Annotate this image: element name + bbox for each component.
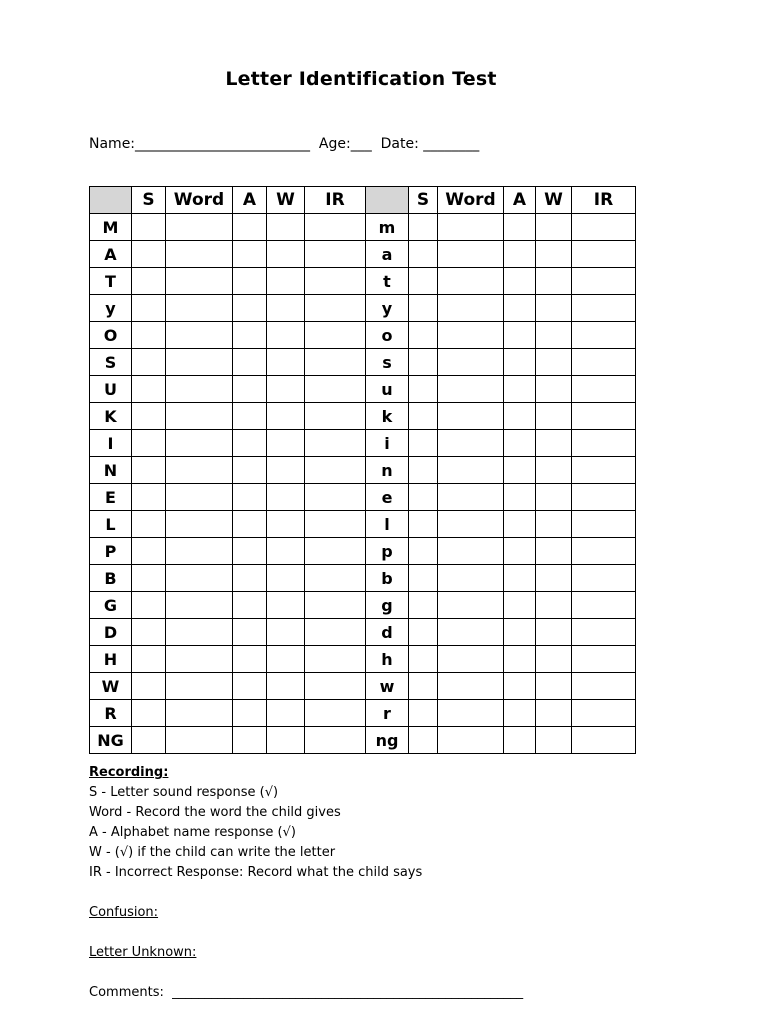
column-header-ir: IR [572, 187, 636, 214]
column-header-blank [366, 187, 409, 214]
response-cell[interactable] [132, 646, 166, 673]
response-cell[interactable] [233, 484, 267, 511]
uppercase-letter-cell: I [90, 430, 132, 457]
response-cell[interactable] [166, 457, 233, 484]
response-cell[interactable] [166, 268, 233, 295]
response-cell[interactable] [409, 295, 438, 322]
response-cell[interactable] [572, 727, 636, 754]
response-cell[interactable] [305, 673, 366, 700]
response-cell[interactable] [233, 322, 267, 349]
table-row [90, 673, 636, 700]
response-cell[interactable] [233, 457, 267, 484]
response-cell[interactable] [504, 214, 536, 241]
response-cell[interactable] [166, 592, 233, 619]
response-cell[interactable] [438, 214, 504, 241]
response-cell[interactable] [305, 538, 366, 565]
response-cell[interactable] [132, 349, 166, 376]
response-cell[interactable] [409, 403, 438, 430]
response-cell[interactable] [572, 403, 636, 430]
response-cell[interactable] [536, 322, 572, 349]
response-cell[interactable] [233, 727, 267, 754]
response-cell[interactable] [305, 241, 366, 268]
uppercase-letter-cell: U [90, 376, 132, 403]
uppercase-letter-cell: E [90, 484, 132, 511]
response-cell[interactable] [572, 457, 636, 484]
response-cell[interactable] [132, 295, 166, 322]
response-cell[interactable] [233, 403, 267, 430]
response-cell[interactable] [504, 484, 536, 511]
response-cell[interactable] [438, 403, 504, 430]
lowercase-letter-cell: d [366, 619, 409, 646]
response-cell[interactable] [233, 295, 267, 322]
table-row [90, 322, 636, 349]
uppercase-letter-cell: G [90, 592, 132, 619]
table-row [90, 214, 636, 241]
response-cell[interactable] [504, 403, 536, 430]
response-cell[interactable] [409, 484, 438, 511]
response-cell[interactable] [409, 322, 438, 349]
lowercase-letter-cell: y [366, 295, 409, 322]
response-cell[interactable] [132, 322, 166, 349]
response-cell[interactable] [504, 538, 536, 565]
response-cell[interactable] [409, 457, 438, 484]
response-cell[interactable] [267, 403, 305, 430]
response-cell[interactable] [132, 619, 166, 646]
lowercase-letter-cell: w [366, 673, 409, 700]
response-cell[interactable] [536, 646, 572, 673]
response-cell[interactable] [438, 673, 504, 700]
response-cell[interactable] [409, 592, 438, 619]
table-row [90, 430, 636, 457]
response-cell[interactable] [536, 241, 572, 268]
response-cell[interactable] [409, 511, 438, 538]
response-cell[interactable] [409, 673, 438, 700]
lowercase-letter-cell: t [366, 268, 409, 295]
lowercase-letter-cell: m [366, 214, 409, 241]
response-cell[interactable] [504, 376, 536, 403]
response-cell[interactable] [132, 484, 166, 511]
lowercase-letter-cell: b [366, 565, 409, 592]
response-cell[interactable] [438, 646, 504, 673]
uppercase-letter-cell: N [90, 457, 132, 484]
response-cell[interactable] [267, 268, 305, 295]
response-cell[interactable] [166, 700, 233, 727]
response-cell[interactable] [233, 592, 267, 619]
response-cell[interactable] [504, 349, 536, 376]
response-cell[interactable] [132, 592, 166, 619]
response-cell[interactable] [438, 565, 504, 592]
lowercase-letter-cell: ng [366, 727, 409, 754]
table-row [90, 538, 636, 565]
response-cell[interactable] [305, 700, 366, 727]
letter-unknown-label: Letter Unknown: [89, 945, 197, 960]
response-cell[interactable] [166, 619, 233, 646]
response-cell[interactable] [536, 673, 572, 700]
response-cell[interactable] [504, 565, 536, 592]
column-header-word: Word [166, 187, 233, 214]
response-cell[interactable] [504, 700, 536, 727]
response-cell[interactable] [132, 538, 166, 565]
response-cell[interactable] [305, 592, 366, 619]
table-row [90, 295, 636, 322]
response-cell[interactable] [132, 268, 166, 295]
response-cell[interactable] [267, 700, 305, 727]
page-title: Letter Identification Test [225, 68, 497, 90]
response-cell[interactable] [536, 214, 572, 241]
column-header-w: W [536, 187, 572, 214]
response-cell[interactable] [536, 457, 572, 484]
uppercase-letter-cell: M [90, 214, 132, 241]
response-cell[interactable] [305, 430, 366, 457]
response-cell[interactable] [132, 376, 166, 403]
table-row [90, 565, 636, 592]
response-cell[interactable] [572, 592, 636, 619]
response-cell[interactable] [267, 565, 305, 592]
response-cell[interactable] [409, 619, 438, 646]
response-cell[interactable] [132, 241, 166, 268]
response-cell[interactable] [438, 430, 504, 457]
response-cell[interactable] [438, 349, 504, 376]
response-cell[interactable] [572, 295, 636, 322]
lowercase-letter-cell: p [366, 538, 409, 565]
response-cell[interactable] [166, 484, 233, 511]
response-cell[interactable] [267, 349, 305, 376]
table-row [90, 484, 636, 511]
table-row [90, 592, 636, 619]
response-cell[interactable] [438, 322, 504, 349]
response-cell[interactable] [536, 295, 572, 322]
response-cell[interactable] [572, 349, 636, 376]
response-cell[interactable] [536, 376, 572, 403]
response-cell[interactable] [504, 295, 536, 322]
response-cell[interactable] [438, 727, 504, 754]
uppercase-letter-cell: W [90, 673, 132, 700]
response-cell[interactable] [267, 538, 305, 565]
response-cell[interactable] [233, 565, 267, 592]
response-cell[interactable] [166, 727, 233, 754]
response-cell[interactable] [267, 484, 305, 511]
response-cell[interactable] [536, 700, 572, 727]
response-cell[interactable] [305, 376, 366, 403]
response-cell[interactable] [409, 727, 438, 754]
lowercase-letter-cell: o [366, 322, 409, 349]
lowercase-letter-cell: a [366, 241, 409, 268]
response-cell[interactable] [233, 241, 267, 268]
uppercase-letter-cell: B [90, 565, 132, 592]
response-cell[interactable] [166, 646, 233, 673]
response-cell[interactable] [233, 430, 267, 457]
response-cell[interactable] [504, 673, 536, 700]
response-cell[interactable] [166, 538, 233, 565]
response-cell[interactable] [409, 565, 438, 592]
response-cell[interactable] [305, 349, 366, 376]
response-cell[interactable] [536, 619, 572, 646]
table-row [90, 619, 636, 646]
table-row [90, 403, 636, 430]
response-cell[interactable] [267, 214, 305, 241]
response-cell[interactable] [536, 592, 572, 619]
response-cell[interactable] [409, 349, 438, 376]
uppercase-letter-cell: H [90, 646, 132, 673]
response-cell[interactable] [305, 403, 366, 430]
response-cell[interactable] [572, 268, 636, 295]
response-cell[interactable] [504, 727, 536, 754]
column-header-blank [90, 187, 132, 214]
response-cell[interactable] [305, 619, 366, 646]
response-cell[interactable] [572, 511, 636, 538]
response-cell[interactable] [504, 646, 536, 673]
response-cell[interactable] [132, 673, 166, 700]
response-cell[interactable] [233, 538, 267, 565]
lowercase-letter-cell: g [366, 592, 409, 619]
response-cell[interactable] [305, 268, 366, 295]
response-cell[interactable] [233, 511, 267, 538]
response-cell[interactable] [166, 349, 233, 376]
response-cell[interactable] [536, 349, 572, 376]
response-cell[interactable] [166, 673, 233, 700]
response-cell[interactable] [166, 295, 233, 322]
response-cell[interactable] [438, 295, 504, 322]
response-cell[interactable] [572, 619, 636, 646]
response-cell[interactable] [166, 511, 233, 538]
response-cell[interactable] [572, 214, 636, 241]
response-cell[interactable] [132, 511, 166, 538]
response-cell[interactable] [438, 592, 504, 619]
response-cell[interactable] [438, 457, 504, 484]
response-cell[interactable] [536, 430, 572, 457]
response-cell[interactable] [233, 673, 267, 700]
response-cell[interactable] [305, 646, 366, 673]
table-header-row [90, 187, 636, 214]
uppercase-letter-cell: P [90, 538, 132, 565]
uppercase-letter-cell: y [90, 295, 132, 322]
response-cell[interactable] [233, 349, 267, 376]
table-row [90, 511, 636, 538]
response-cell[interactable] [267, 592, 305, 619]
response-cell[interactable] [536, 268, 572, 295]
response-cell[interactable] [267, 619, 305, 646]
response-cell[interactable] [572, 484, 636, 511]
response-cell[interactable] [438, 619, 504, 646]
uppercase-letter-cell: S [90, 349, 132, 376]
response-cell[interactable] [409, 430, 438, 457]
response-cell[interactable] [536, 511, 572, 538]
response-cell[interactable] [438, 268, 504, 295]
recording-line: A - Alphabet name response (√) [89, 825, 296, 840]
response-cell[interactable] [438, 511, 504, 538]
response-cell[interactable] [166, 376, 233, 403]
table-row [90, 700, 636, 727]
response-cell[interactable] [305, 727, 366, 754]
response-cell[interactable] [233, 646, 267, 673]
response-cell[interactable] [536, 565, 572, 592]
response-cell[interactable] [166, 430, 233, 457]
lowercase-letter-cell: e [366, 484, 409, 511]
response-cell[interactable] [504, 241, 536, 268]
table-row [90, 268, 636, 295]
response-cell[interactable] [438, 538, 504, 565]
response-cell[interactable] [438, 700, 504, 727]
response-cell[interactable] [409, 646, 438, 673]
column-header-word: Word [438, 187, 504, 214]
response-cell[interactable] [504, 511, 536, 538]
response-cell[interactable] [132, 430, 166, 457]
response-cell[interactable] [132, 403, 166, 430]
lowercase-letter-cell: u [366, 376, 409, 403]
column-header-s: S [409, 187, 438, 214]
recording-line: IR - Incorrect Response: Record what the child says [89, 865, 423, 880]
response-cell[interactable] [166, 214, 233, 241]
column-header-a: A [504, 187, 536, 214]
comments-line: Comments: ______________________________________________________ [89, 985, 524, 1000]
response-cell[interactable] [572, 241, 636, 268]
response-cell[interactable] [166, 241, 233, 268]
response-cell[interactable] [166, 322, 233, 349]
uppercase-letter-cell: D [90, 619, 132, 646]
uppercase-letter-cell: L [90, 511, 132, 538]
response-cell[interactable] [536, 484, 572, 511]
response-cell[interactable] [267, 376, 305, 403]
response-cell[interactable] [166, 565, 233, 592]
response-cell[interactable] [409, 214, 438, 241]
response-cell[interactable] [504, 268, 536, 295]
recording-line: S - Letter sound response (√) [89, 785, 279, 800]
response-cell[interactable] [233, 214, 267, 241]
response-cell[interactable] [438, 241, 504, 268]
response-cell[interactable] [305, 214, 366, 241]
uppercase-letter-cell: T [90, 268, 132, 295]
recording-heading: Recording: [89, 765, 169, 780]
response-cell[interactable] [409, 268, 438, 295]
response-cell[interactable] [572, 376, 636, 403]
response-cell[interactable] [504, 430, 536, 457]
response-cell[interactable] [438, 484, 504, 511]
column-header-ir: IR [305, 187, 366, 214]
response-cell[interactable] [504, 457, 536, 484]
response-cell[interactable] [409, 376, 438, 403]
response-cell[interactable] [504, 592, 536, 619]
response-cell[interactable] [305, 511, 366, 538]
confusion-label: Confusion: [89, 905, 159, 920]
response-cell[interactable] [536, 538, 572, 565]
letter-table [89, 186, 636, 754]
response-cell[interactable] [267, 295, 305, 322]
column-header-w: W [267, 187, 305, 214]
column-header-s: S [132, 187, 166, 214]
response-cell[interactable] [132, 700, 166, 727]
response-cell[interactable] [132, 565, 166, 592]
uppercase-letter-cell: A [90, 241, 132, 268]
response-cell[interactable] [305, 322, 366, 349]
response-cell[interactable] [572, 673, 636, 700]
response-cell[interactable] [409, 700, 438, 727]
response-cell[interactable] [504, 322, 536, 349]
response-cell[interactable] [132, 727, 166, 754]
response-cell[interactable] [267, 322, 305, 349]
response-cell[interactable] [305, 457, 366, 484]
response-cell[interactable] [572, 322, 636, 349]
response-cell[interactable] [572, 700, 636, 727]
table-row [90, 241, 636, 268]
table-row [90, 646, 636, 673]
response-cell[interactable] [267, 241, 305, 268]
table-row [90, 349, 636, 376]
response-cell[interactable] [305, 484, 366, 511]
response-cell[interactable] [267, 646, 305, 673]
response-cell[interactable] [409, 241, 438, 268]
uppercase-letter-cell: R [90, 700, 132, 727]
table-row [90, 727, 636, 754]
response-cell[interactable] [233, 619, 267, 646]
response-cell[interactable] [572, 646, 636, 673]
response-cell[interactable] [267, 727, 305, 754]
response-cell[interactable] [267, 457, 305, 484]
recording-line: W - (√) if the child can write the letter [89, 845, 336, 860]
table-row [90, 457, 636, 484]
response-cell[interactable] [572, 430, 636, 457]
response-cell[interactable] [572, 565, 636, 592]
response-cell[interactable] [438, 376, 504, 403]
response-cell[interactable] [132, 214, 166, 241]
table-row [90, 376, 636, 403]
response-cell[interactable] [536, 727, 572, 754]
uppercase-letter-cell: K [90, 403, 132, 430]
uppercase-letter-cell: NG [90, 727, 132, 754]
lowercase-letter-cell: l [366, 511, 409, 538]
response-cell[interactable] [233, 700, 267, 727]
response-cell[interactable] [166, 403, 233, 430]
lowercase-letter-cell: i [366, 430, 409, 457]
response-cell[interactable] [233, 268, 267, 295]
response-cell[interactable] [305, 295, 366, 322]
response-cell[interactable] [572, 538, 636, 565]
response-cell[interactable] [504, 619, 536, 646]
uppercase-letter-cell: O [90, 322, 132, 349]
lowercase-letter-cell: r [366, 700, 409, 727]
recording-line: Word - Record the word the child gives [89, 805, 341, 820]
response-cell[interactable] [305, 565, 366, 592]
notes-section [89, 763, 523, 1003]
student-info-line: Name:_________________________ Age:___ Date: ________ [89, 136, 480, 152]
response-cell[interactable] [267, 511, 305, 538]
lowercase-letter-cell: n [366, 457, 409, 484]
lowercase-letter-cell: s [366, 349, 409, 376]
response-cell[interactable] [267, 673, 305, 700]
response-cell[interactable] [233, 376, 267, 403]
response-cell[interactable] [267, 430, 305, 457]
lowercase-letter-cell: k [366, 403, 409, 430]
column-header-a: A [233, 187, 267, 214]
response-cell[interactable] [409, 538, 438, 565]
response-cell[interactable] [536, 403, 572, 430]
lowercase-letter-cell: h [366, 646, 409, 673]
response-cell[interactable] [132, 457, 166, 484]
